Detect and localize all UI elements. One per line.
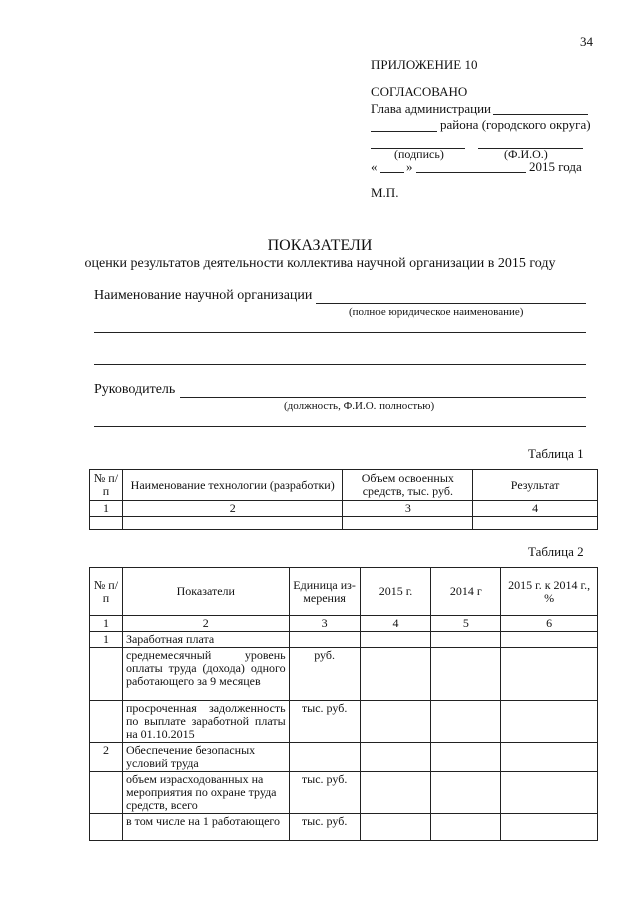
table2-colnum: 1	[90, 616, 123, 632]
value-2015[interactable]	[360, 648, 431, 701]
table1-header-funds: Объем освоенных средств, тыс. руб.	[343, 470, 473, 501]
value-2014[interactable]	[431, 743, 501, 772]
table1-cell[interactable]	[473, 517, 598, 530]
row-number	[90, 814, 123, 841]
date-day-blank[interactable]	[380, 172, 404, 173]
row-unit: руб.	[289, 648, 360, 701]
value-ratio[interactable]	[501, 743, 598, 772]
value-ratio[interactable]	[501, 814, 598, 841]
head-of-admin-label: Глава администрации	[371, 101, 492, 116]
table-row	[90, 772, 598, 814]
table-row	[90, 743, 598, 772]
value-ratio[interactable]	[501, 701, 598, 743]
district-label: района (городского округа)	[440, 117, 591, 132]
table2-header-2014: 2014 г	[431, 568, 501, 616]
table1-cell[interactable]	[343, 517, 473, 530]
value-2014[interactable]	[431, 701, 501, 743]
value-2014[interactable]	[431, 632, 501, 648]
row-indicator: просроченная задолженность по выплате заработной платы на 01.10.2015	[122, 701, 289, 743]
org-name-field-line2[interactable]	[94, 332, 586, 333]
table1-colnum: 3	[343, 501, 473, 517]
table2-colnum: 5	[431, 616, 501, 632]
table2	[89, 567, 598, 841]
signature-caption: (подпись)	[394, 147, 444, 161]
table2-caption: Таблица 2	[528, 544, 584, 559]
table1-colnum: 2	[122, 501, 343, 517]
row-number	[90, 648, 123, 701]
row-indicator: объем израсходованных на мероприятия по охране труда средств, всего	[122, 772, 289, 814]
table-row	[90, 648, 598, 701]
table-row	[90, 632, 598, 648]
table-row	[90, 701, 598, 743]
table2-colnum: 3	[289, 616, 360, 632]
org-name-field-line3[interactable]	[94, 364, 586, 365]
row-indicator: в том числе на 1 работающего	[122, 814, 289, 841]
value-ratio[interactable]	[501, 772, 598, 814]
row-unit	[289, 743, 360, 772]
table2-colnum: 2	[122, 616, 289, 632]
table1-cell[interactable]	[90, 517, 123, 530]
date-month-blank[interactable]	[416, 172, 526, 173]
table1-caption: Таблица 1	[528, 446, 584, 461]
table2-header-num: № п/п	[90, 568, 123, 616]
district-blank[interactable]	[371, 131, 437, 132]
fio-caption: (Ф.И.О.)	[504, 147, 548, 161]
row-number	[90, 701, 123, 743]
value-2014[interactable]	[431, 772, 501, 814]
table1-colnum: 4	[473, 501, 598, 517]
date-open-quote: «	[371, 159, 378, 174]
value-2014[interactable]	[431, 814, 501, 841]
row-unit: тыс. руб.	[289, 701, 360, 743]
head-hint: (должность, Ф.И.О. полностью)	[284, 400, 435, 412]
head-of-admin-blank[interactable]	[493, 114, 588, 115]
table1-colnum: 1	[90, 501, 123, 517]
value-2015[interactable]	[360, 743, 431, 772]
row-indicator: среднемесячный уровень оплаты труда (дохода) одного работающего за 9 месяцев	[122, 648, 289, 701]
row-unit	[289, 632, 360, 648]
value-ratio[interactable]	[501, 632, 598, 648]
value-2015[interactable]	[360, 701, 431, 743]
row-unit: тыс. руб.	[289, 814, 360, 841]
appendix-label: ПРИЛОЖЕНИЕ 10	[371, 57, 478, 72]
row-indicator: Заработная плата	[122, 632, 289, 648]
table2-header-2015: 2015 г.	[360, 568, 431, 616]
org-name-hint: (полное юридическое наименование)	[349, 306, 524, 318]
table1-header-tech: Наименование технологии (разработки)	[122, 470, 343, 501]
value-2015[interactable]	[360, 814, 431, 841]
page-title: ПОКАЗАТЕЛИ	[267, 237, 373, 254]
table-row	[90, 814, 598, 841]
head-field-line2[interactable]	[94, 426, 586, 427]
row-number: 2	[90, 743, 123, 772]
page-number: 34	[580, 34, 593, 49]
table1-header-num: № п/п	[90, 470, 123, 501]
row-number: 1	[90, 632, 123, 648]
table1-header-result: Результат	[473, 470, 598, 501]
table1	[89, 469, 598, 530]
table2-colnum: 4	[360, 616, 431, 632]
date-year: 2015 года	[529, 159, 582, 174]
org-name-label: Наименование научной организации	[94, 288, 313, 303]
date-close-quote: »	[406, 159, 413, 174]
row-unit: тыс. руб.	[289, 772, 360, 814]
table2-header-ratio: 2015 г. к 2014 г., %	[501, 568, 598, 616]
table2-header-unit: Единица из- мерения	[289, 568, 360, 616]
table2-colnum: 6	[501, 616, 598, 632]
value-2015[interactable]	[360, 632, 431, 648]
value-2014[interactable]	[431, 648, 501, 701]
row-indicator: Обеспечение безопасных условий труда	[122, 743, 289, 772]
stamp-label: М.П.	[371, 185, 399, 200]
value-2015[interactable]	[360, 772, 431, 814]
org-name-field[interactable]	[316, 303, 586, 304]
page-subtitle: оценки результатов деятельности коллектива научной организации в 2015 году	[84, 256, 556, 271]
value-ratio[interactable]	[501, 648, 598, 701]
row-number	[90, 772, 123, 814]
table1-cell[interactable]	[122, 517, 343, 530]
approved-label: СОГЛАСОВАНО	[371, 84, 468, 99]
table2-header-indicators: Показатели	[122, 568, 289, 616]
head-label: Руководитель	[94, 382, 176, 397]
head-field[interactable]	[180, 397, 586, 398]
